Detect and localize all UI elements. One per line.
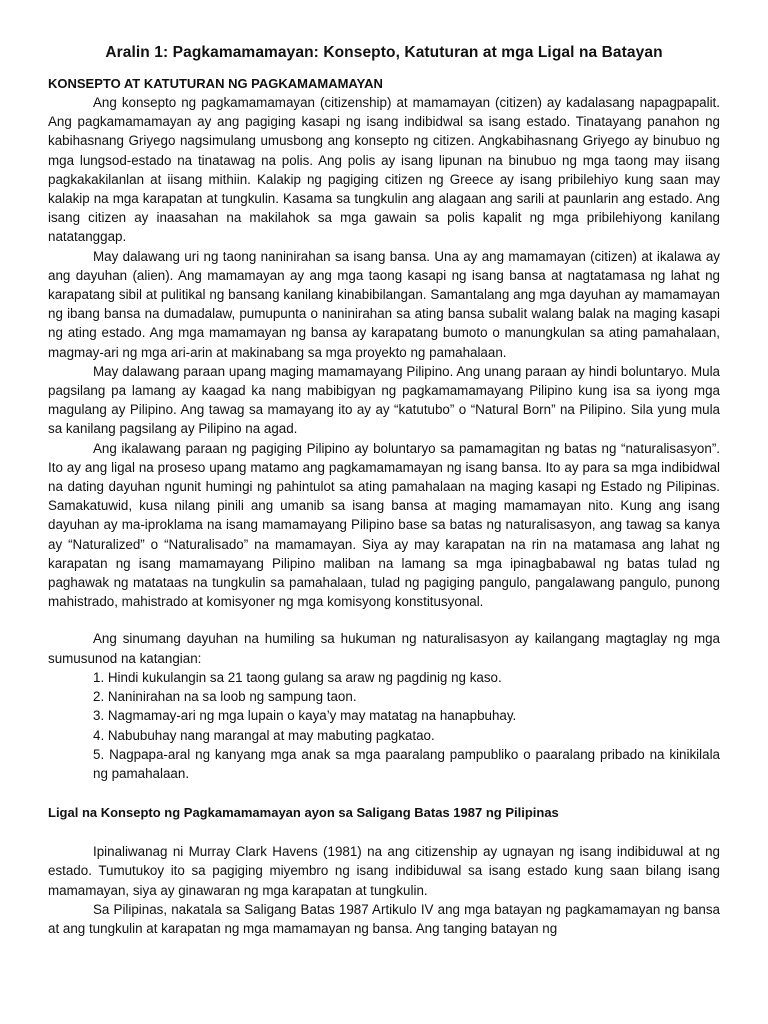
requirements-list	[48, 668, 720, 783]
paragraph-saligang-batas: Sa Pilipinas, nakatala sa Saligang Batas 1987 Artikulo IV ang mga batayan ng pagkamamayan ng bansa at ang tungkulin at karapatan ng mga mamamayan ng bansa. Ang tanging batayan ng	[48, 901, 720, 936]
list-item: 1. Hindi kukulangin sa 21 taong gulang sa araw ng pagdinig ng kaso.	[93, 669, 502, 685]
list-item: 3. Nagmamay-ari ng mga lupain o kaya’y may matatag na hanapbuhay.	[93, 708, 517, 724]
paragraph-konsepto: Ang konsepto ng pagkamamamayan (citizenship) at mamamayan (citizen) ay kadalasang napagpapalit. Ang pagkamamamayan ay ang pagiging kasapi ng isang indibidwal sa isang estado. Tinatayang panahon ng kabihasnang Griyego nagsimulang umusbong ang konsepto ng citizen. Angkabihasnang Griyego ay binubuo ng mga lungsod-estado na tinatawag na polis. Ang polis ay isang lipunan na binubuo ng mga taong may iisang pagkakakilanlan at iisang mithiin. Kalakip ng pagiging citizen ng Greece ay isang pribilehiyo kung saan may kalakip na mga karapatan at tungkulin. Kasama sa tungkulin ang alagaan ang sarili at paunlarin ang estado. Ang isang citizen ay inaasahan na makilahok sa mga gawain sa polis kapalit ng mga pribilehiyong kanilang natatanggap.	[48, 95, 720, 245]
paragraph-dalawang-uri: May dalawang uri ng taong naninirahan sa isang bansa. Una ay ang mamamayan (citizen) at ikalawa ay ang dayuhan (alien). Ang mamamayan ay ang mga taong kasapi ng isang bansa at nagtatamasa ng lahat ng karapatang sibil at pulitikal ng bansang kanilang kinabibilangan. Samantalang ang mga dayuhan ay mamamayan ng ibang bansa na dumadalaw, pumupunta o naninirahan sa ating bansa subalit walang balak na maging kasapi ng ating estado. Ang mga mamamayan ng bansa ay karapatang bumoto o manungkulan sa ating pamahalaan, magmay-ari ng mga ari-arin at makinabang sa mga proyekto ng pamahalaan.	[48, 248, 720, 360]
section-heading-ligal: Ligal na Konsepto ng Pagkamamamayan ayon sa Saligang Batas 1987 ng Pilipinas	[48, 805, 559, 821]
list-item: 4. Nabubuhay nang marangal at may mabuting pagkatao.	[93, 727, 435, 743]
list-item: 5. Nagpapa-aral ng kanyang mga anak sa mga paaralang pampubliko o paaralang pribado na kinikilala ng pamahalaan.	[93, 746, 720, 781]
paragraph-katangian-intro: Ang sinumang dayuhan na humiling sa hukuman ng naturalisasyon ay kailangang magtaglay ng mga sumusunod na katangian:	[48, 631, 720, 666]
paragraph-ikalawang-paraan: Ang ikalawang paraan ng pagiging Pilipino ay boluntaryo sa pamamagitan ng batas ng “naturalisasyon”. Ito ay ang ligal na proseso upang matamo ang pagkamamamayan ng isang bansa. Ito ay para sa mga indibidwal na dating dayuhan ngunit humingi ng pahintulot sa ating pamahalaan na maging kasapi ng Estado ng Pilipinas. Samakatuwid, kusa nilang pinili ang umanib sa isang bansa at maging mamamayan nito. Kung ang isang dayuhan ay ma-iproklama na isang mamamayang Pilipino base sa batas ng naturalisasyon, ang tawag sa kanya ay “Naturalized” o “Naturalisado” na mamamayan. Siya ay may karapatan na rin na matamasa ang lahat ng karapatan ng isang mamamayang Pilipino maliban na lamang sa mga ipinagbabawal ng batas tulad ng paghawak ng matataas na tungkulin sa pamahalaan, tulad ng pagiging pangulo, pangalawang pangulo, punong mahistrado, mahistrado at komisyoner ng mga komisyong konstitusyonal.	[48, 440, 720, 610]
paragraph-unang-paraan: May dalawang paraan upang maging mamamayang Pilipino. Ang unang paraan ay hindi boluntaryo. Mula pagsilang pa lamang ay kaagad ka nang mabibigyan ng pagkamamamayang Pilipino kung isa sa iyong mga magulang ay Pilipino. Ang tawag sa mamayang ito ay ay “katutubo” o “Natural Born” na Pilipino. Sila yung mula sa kanilang pagsilang ay Pilipino na agad.	[48, 363, 720, 437]
list-item: 2. Naninirahan na sa loob ng sampung taon.	[93, 689, 357, 705]
paragraph-havens: Ipinaliwanag ni Murray Clark Havens (1981) na ang citizenship ay ugnayan ng isang indibiduwal at ng estado. Tumutukoy ito sa pagiging miyembro ng isang indibiduwal sa isang estado kung saan bilang isang mamamayan, siya ay ginawaran ng mga karapatan at tungkulin.	[48, 844, 720, 898]
lesson-title: Aralin 1: Pagkamamamayan: Konsepto, Katuturan at mga Ligal na Batayan	[105, 44, 663, 61]
section-heading-konsepto: KONSEPTO AT KATUTURAN NG PAGKAMAMAMAYAN	[48, 76, 383, 91]
